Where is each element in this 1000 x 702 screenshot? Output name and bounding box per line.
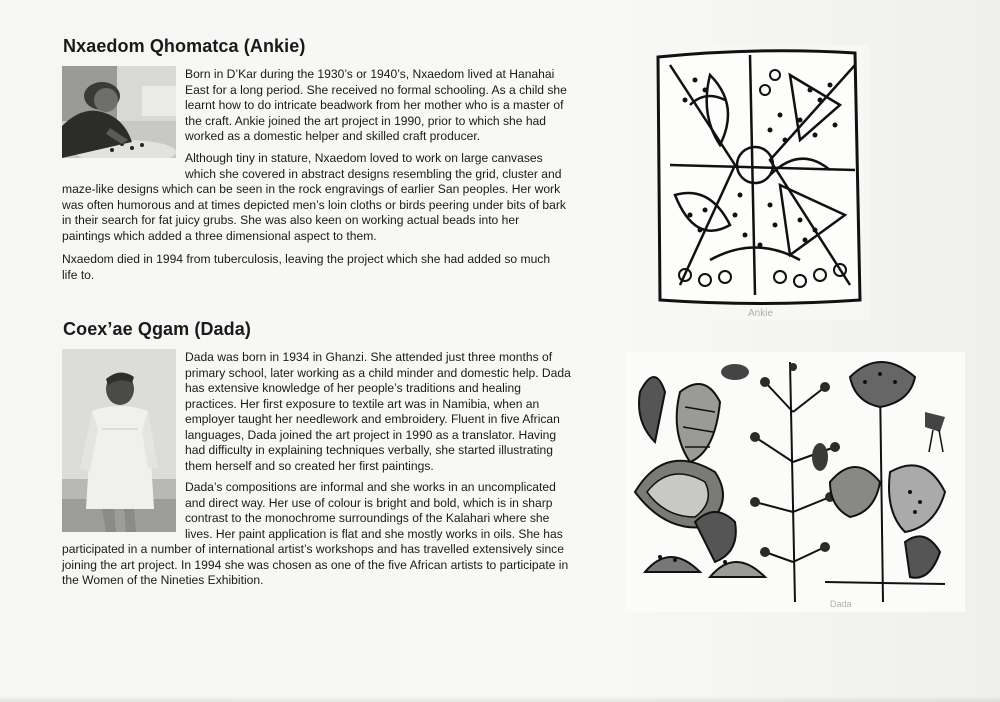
text-line: primary school, later working as a child minder and domestic help. Dada: [185, 365, 571, 380]
text-line: and direct way. Her use of colour is bright and bold, which is in sharp: [185, 495, 553, 510]
text-line: Dada was born in 1934 in Ghanzi. She attended just three months of: [185, 350, 553, 364]
text-line: paintings which added a three dimensional aspect to them.: [62, 228, 377, 243]
artwork-dada: [625, 352, 965, 612]
text-line: Dada’s compositions are informal and she works in an uncomplicated: [185, 480, 556, 494]
text-line: lives. Her paint application is flat and she mostly works in oils. She has: [185, 526, 563, 541]
text-line: was often humorous and at times depicted men’s loin cloths or birds peering under bits of bark: [62, 197, 566, 212]
text-line: joining the art project. In 1994 she was chosen as one of the five African artists to participate in: [62, 557, 569, 572]
text-line: which she covered in abstract designs resembling the grid, cluster and: [185, 166, 562, 181]
portrait-photo-ankie: [62, 66, 176, 158]
section-heading-ankie: Nxaedom Qhomatca (Ankie): [63, 36, 306, 56]
text-line: practices. Her first exposure to textile art was in Namibia, when an: [185, 396, 540, 411]
page-bottom-edge: [0, 696, 1000, 702]
text-line: life to.: [62, 267, 95, 282]
bio-paragraph-ankie-2: [62, 151, 602, 244]
text-line: contrast to the monochrome surroundings of the Kalahari where she: [185, 511, 550, 525]
text-line: participated in a number of international artist’s workshops and has travelled extensively since: [62, 542, 564, 556]
text-line: the craft. Ankie joined the art project in 1990, prior to which she had: [185, 113, 547, 128]
bio-paragraph-dada-2: [62, 480, 602, 589]
artwork-ankie: [650, 45, 870, 320]
artwork-signature-dada: Dada: [830, 599, 852, 609]
bio-paragraph-ankie-1: [185, 67, 567, 145]
bio-paragraph-dada-1: [185, 350, 571, 474]
text-line: in their search for fat juicy grubs. She was also keen on working actual beads into her: [62, 213, 520, 227]
text-line: Although tiny in stature, Nxaedom loved to work on large canvases: [185, 151, 543, 165]
text-line: Nxaedom died in 1994 from tuberculosis, leaving the project which she had added so much: [62, 252, 551, 266]
text-line: learnt how to do intricate beadwork from her mother who is a master of: [185, 98, 564, 112]
bio-paragraph-ankie-3: [62, 252, 550, 283]
text-line: employer taught her needlework and embroidery. Fluent in five African: [185, 412, 560, 426]
text-line: them herself and so created her first paintings.: [185, 458, 434, 473]
text-line: worked as a domestic helper and skilled craft producer.: [185, 129, 481, 143]
text-line: the Women of the Nineties Exhibition.: [62, 573, 264, 587]
text-line: Born in D’Kar during the 1930’s or 1940’s, Nxaedom lived at Hanahai: [185, 67, 555, 81]
text-line: has extensive knowledge of her people’s traditions and healing: [185, 381, 521, 395]
text-line: languages, Dada joined the art project in 1990 as a translator. Having: [185, 427, 557, 442]
text-line: had difficulty in explaining techniques verbally, she started illustrating: [185, 443, 553, 457]
section-heading-dada: Coex’ae Qgam (Dada): [63, 319, 251, 339]
text-line: East for a long period. She received no formal schooling. As a child she: [185, 82, 567, 97]
artwork-signature-ankie: Ankie: [748, 308, 774, 319]
text-line: maze-like designs which can be seen in the rock engravings of earlier San peoples. Her work: [62, 182, 561, 196]
